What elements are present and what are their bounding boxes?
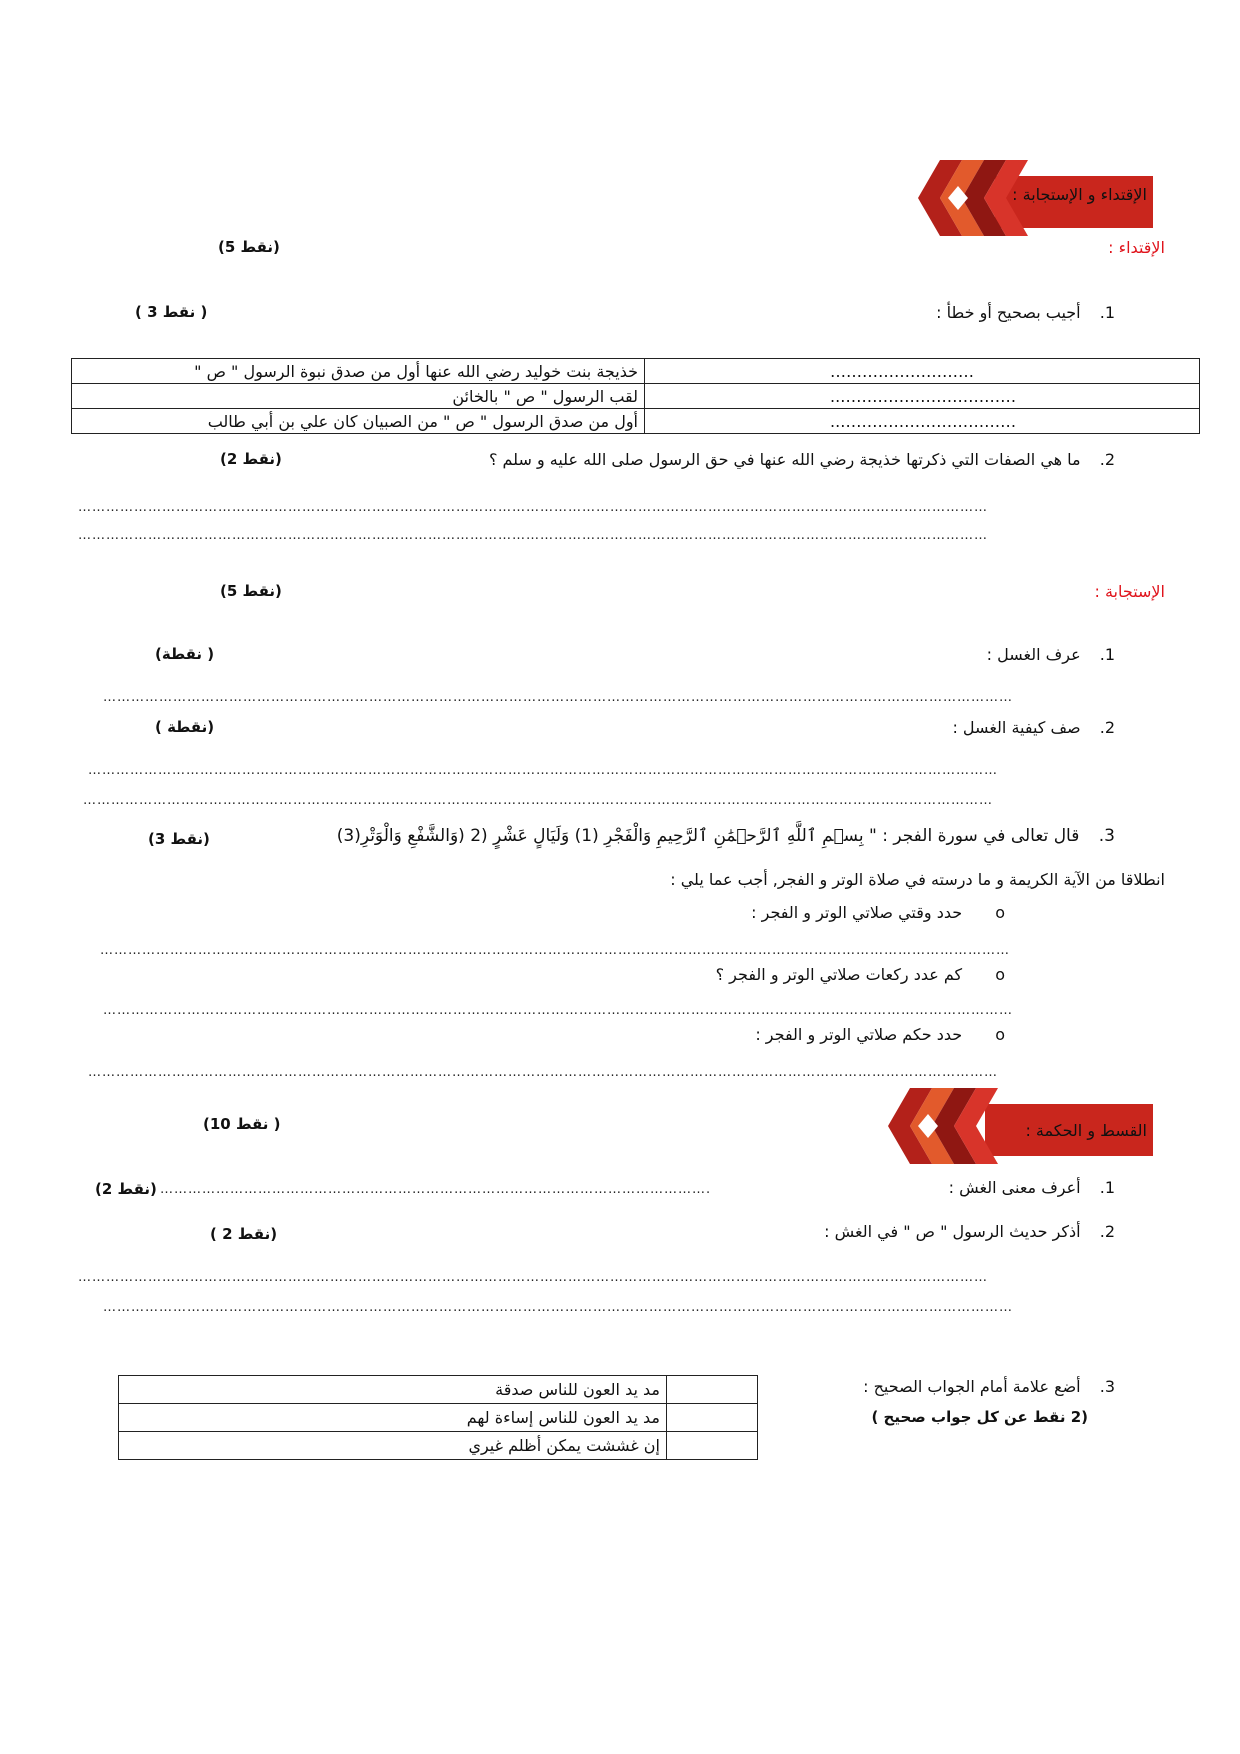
answer-cell[interactable]: ……………………… [645, 359, 1200, 384]
section2-points: (10 نقط ) [203, 1115, 281, 1133]
question-text: أعرف معنى الغش : [948, 1178, 1081, 1197]
statement-cell: لقب الرسول " ص " بالخائن [72, 384, 645, 409]
question-2-points: (2 نقط) [220, 450, 282, 468]
question-number: 1. [1099, 1178, 1115, 1197]
qist-question-1 [949, 1178, 1115, 1197]
istijaba-question-3-points: (3 نقط) [148, 830, 210, 848]
answer-line[interactable]: …………………………………………………………………………………………………………………………………………………………………………… [103, 1300, 1013, 1315]
bullet-circle-icon: o [995, 965, 1005, 984]
table-row [72, 384, 1200, 409]
question-number: 3. [1099, 1377, 1115, 1396]
istijaba-points: (5 نقط) [220, 582, 282, 600]
question-text: ما هي الصفات التي ذكرتها خذيجة رضي الله عنها في حق الرسول صلى الله عليه و سلم ؟ [488, 450, 1081, 469]
answer-line[interactable]: …………………………………………………………………………………………………………………………………………………………………………… [78, 528, 988, 543]
section-banner-qist [870, 1080, 1153, 1170]
answer-line[interactable]: …………………………………………………………………………………………………………………………………………………………………………… [88, 763, 998, 778]
qist-question-3 [863, 1377, 1115, 1396]
bullet-text: حدد وقتي صلاتي الوتر و الفجر : [751, 903, 963, 922]
bullet-circle-icon: o [995, 1025, 1005, 1044]
answer-line[interactable]: ………………………………………………………………………………………………………. [160, 1182, 712, 1197]
bullet-text: حدد حكم صلاتي الوتر و الفجر : [755, 1025, 963, 1044]
table-row [119, 1404, 758, 1432]
checkbox-cell[interactable] [667, 1404, 758, 1432]
bullet-item [716, 965, 1005, 984]
sub-title-iqtida: الإقتداء : [1108, 238, 1165, 257]
choice-text: إن غششت يمكن أظلم غيري [119, 1432, 667, 1460]
banner-title: الإقتداء و الإستجابة : [1012, 184, 1147, 204]
table-row [72, 409, 1200, 434]
question-1 [936, 303, 1115, 322]
table-row [119, 1432, 758, 1460]
table-row [119, 1376, 758, 1404]
checkbox-cell[interactable] [667, 1376, 758, 1404]
sub-title-istijaba: الإستجابة : [1094, 582, 1165, 601]
istijaba-question-3 [337, 825, 1115, 846]
bullet-circle-icon: o [995, 903, 1005, 922]
answer-cell[interactable]: …………………………….. [645, 409, 1200, 434]
question-number: 1. [1099, 303, 1115, 322]
question-text: قال تعالى في سورة الفجر : " بِسۡمِ ٱللَّهِ ٱلرَّحۡمَٰنِ ٱلرَّحِيمِ وَالْفَجْرِ (1) وَلَيَالٍ عَشْرٍ (2 (وَالشَّفْعِ وَالْوَتْرِ(3) [336, 826, 1080, 846]
answer-line[interactable]: …………………………………………………………………………………………………………………………………………………………………………… [100, 943, 1010, 958]
instruction-text: انطلاقا من الآية الكريمة و ما درسته في صلاة الوتر و الفجر, أجب عما يلي : [670, 870, 1165, 889]
statement-cell: خذيجة بنت خوليد رضي الله عنها أول من صدق نبوة الرسول " ص " [72, 359, 645, 384]
answer-line[interactable]: …………………………………………………………………………………………………………………………………………………………………………… [103, 690, 1013, 705]
question-text: أذكر حديث الرسول " ص " في الغش : [824, 1222, 1081, 1241]
table-row [72, 359, 1200, 384]
choice-text: مد يد العون للناس إساءة لهم [119, 1404, 667, 1432]
banner-title: القسط و الحكمة : [1025, 1120, 1147, 1140]
answer-line[interactable]: …………………………………………………………………………………………………………………………………………………………………………… [83, 793, 993, 808]
question-number: 3. [1098, 826, 1115, 846]
answer-line[interactable]: …………………………………………………………………………………………………………………………………………………………………………… [78, 500, 988, 515]
question-text: أجيب بصحيح أو خطأ : [936, 303, 1081, 322]
question-number: 2. [1099, 1222, 1115, 1241]
statement-cell: أول من صدق الرسول " ص " من الصبيان كان علي بن أبي طالب [72, 409, 645, 434]
question-number: 2. [1099, 718, 1115, 737]
question-text: عرف الغسل : [986, 645, 1081, 664]
qist-question-2 [824, 1222, 1115, 1241]
checkbox-cell[interactable] [667, 1432, 758, 1460]
istijaba-question-2 [952, 718, 1115, 737]
question-number: 1. [1099, 645, 1115, 664]
bullet-text: كم عدد ركعات صلاتي الوتر و الفجر ؟ [715, 965, 963, 984]
answer-line[interactable]: …………………………………………………………………………………………………………………………………………………………………………… [103, 1003, 1013, 1018]
qist-question-2-points: ( 2 نقط) [210, 1225, 278, 1243]
question-1-points: ( 3 نقط ) [135, 303, 208, 321]
question-text: صف كيفية الغسل : [952, 718, 1081, 737]
answer-cell[interactable]: …………………………….. [645, 384, 1200, 409]
istijaba-question-1-points: (نقطة ) [155, 645, 215, 663]
section-banner-iqtida [900, 150, 1153, 240]
bullet-item [755, 1025, 1005, 1044]
choice-table [118, 1375, 758, 1460]
qist-question-3-subtext: (2 نقط عن كل جواب صحيح ) [871, 1408, 1088, 1426]
qist-question-1-points: (2 نقط) [95, 1180, 157, 1198]
bullet-item [751, 903, 1005, 922]
istijaba-question-2-points: ( نقطة) [155, 718, 215, 736]
istijaba-question-1 [987, 645, 1115, 664]
true-false-table [71, 358, 1200, 434]
answer-line[interactable]: …………………………………………………………………………………………………………………………………………………………………………… [78, 1270, 988, 1285]
choice-text: مد يد العون للناس صدقة [119, 1376, 667, 1404]
question-text: أضع علامة أمام الجواب الصحيح : [863, 1377, 1081, 1396]
question-number: 2. [1099, 450, 1115, 469]
answer-line[interactable]: …………………………………………………………………………………………………………………………………………………………………………… [88, 1065, 998, 1080]
question-2 [489, 450, 1115, 469]
section1-points: (5 نقط) [218, 238, 280, 256]
